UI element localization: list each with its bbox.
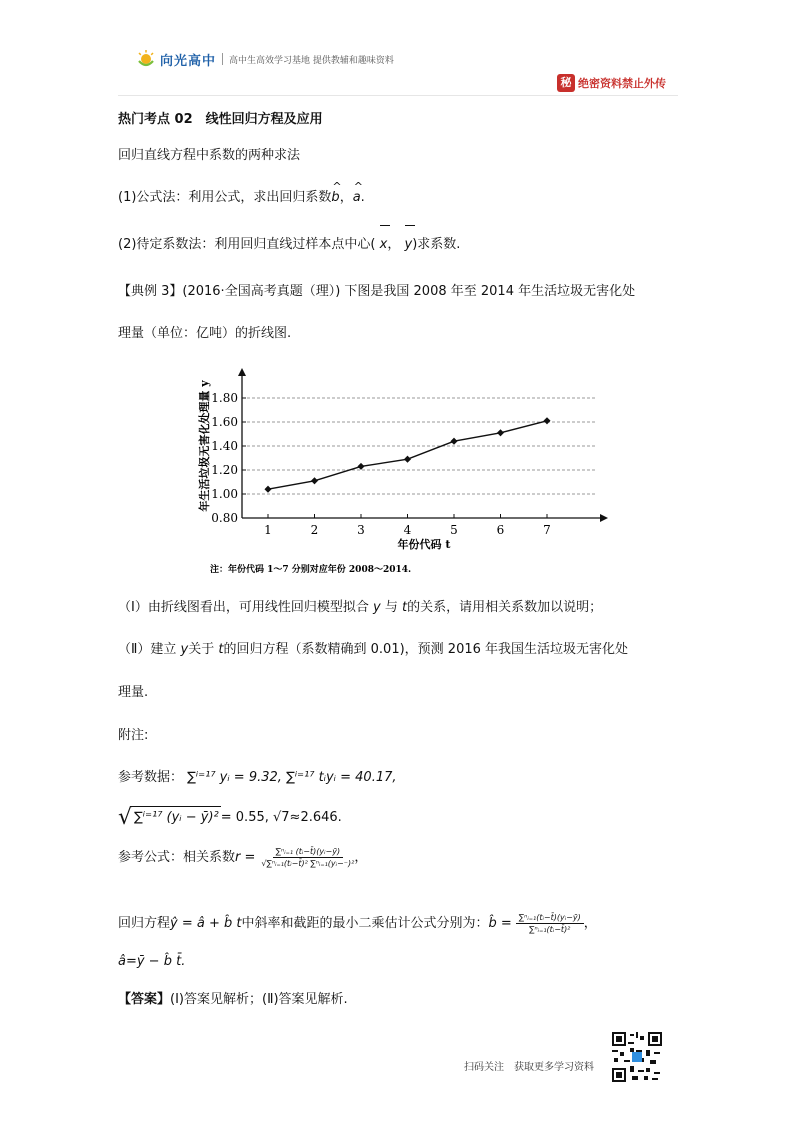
brand-slogan: 高中生高效学习基地 提供教辅和趣味资料 bbox=[229, 55, 394, 66]
regression-formula bbox=[118, 912, 597, 935]
sum-ty: ∑ⁱ⁼¹⁷ tᵢyᵢ = 40.17, bbox=[286, 770, 397, 785]
method-2-text: (2)待定系数法：利用回归直线过样本点中心( bbox=[118, 237, 376, 252]
y-tick-label: 1.60 bbox=[211, 415, 238, 429]
correlation-formula bbox=[118, 846, 367, 869]
sun-logo-icon bbox=[136, 49, 156, 69]
appendix-label: 附注: bbox=[118, 728, 149, 743]
reg-equation: ŷ = â + b̂ t bbox=[170, 915, 242, 931]
y-tick-label: 1.40 bbox=[211, 439, 238, 453]
r-symbol: r = bbox=[235, 849, 256, 865]
r-fraction bbox=[261, 846, 354, 869]
confidential-mark bbox=[557, 74, 666, 92]
section-title: 热门考点 02 线性回归方程及应用 bbox=[118, 112, 323, 127]
sqrt-expression bbox=[118, 806, 221, 830]
header-logo bbox=[136, 48, 394, 70]
sqrt-data bbox=[118, 806, 342, 830]
q2-var-t: t bbox=[218, 642, 224, 657]
question-2-line-2: 理量. bbox=[118, 685, 149, 700]
x-axis-label: 年份代码 t bbox=[397, 538, 451, 551]
q2-text-c: 的回归方程（系数精确到 0.01)，预测 2016 年我国生活垃圾无害化处 bbox=[223, 642, 629, 657]
x-tick-label: 5 bbox=[450, 523, 458, 537]
y-bar: y bbox=[405, 235, 413, 255]
data-point bbox=[450, 438, 457, 445]
method-2-sep: ， bbox=[387, 237, 401, 252]
question-1 bbox=[118, 598, 602, 618]
footer-text: 扫码关注 获取更多学习资料 bbox=[464, 1062, 594, 1073]
section-subtitle: 回归直线方程中系数的两种求法 bbox=[118, 148, 301, 163]
radical-sign: √ bbox=[118, 805, 133, 830]
b-hat-symbol: b̂ = bbox=[488, 915, 512, 931]
data-point bbox=[311, 477, 318, 484]
line-chart bbox=[196, 362, 616, 586]
y-tick-label: 1.20 bbox=[211, 463, 238, 477]
q2-var-y: y bbox=[180, 642, 189, 657]
secret-seal-icon: 秘 bbox=[557, 74, 575, 92]
chart-note: 注：年份代码 1～7 分别对应年份 2008～2014. bbox=[210, 565, 412, 575]
example-line-1: 【典例 3】(2016·全国高考真题（理）) 下图是我国 2008 年至 2014 年生活垃圾无害化处 bbox=[118, 284, 636, 299]
brand-name: 向光高中 bbox=[160, 53, 217, 69]
answer bbox=[118, 990, 348, 1010]
data-point bbox=[357, 463, 364, 470]
r-end: ， bbox=[354, 849, 368, 865]
sum-y: ∑ⁱ⁼¹⁷ yᵢ = 9.32, bbox=[187, 770, 282, 785]
r-denominator: √∑ⁿᵢ₌₁(tᵢ−t̄)² ∑ⁿᵢ₌₁(yᵢ−⁻)² bbox=[261, 859, 355, 868]
reg-label: 回归方程 bbox=[118, 915, 171, 931]
y-axis-label: 年生活垃圾无害化处理量 y bbox=[198, 380, 211, 512]
sqrt-value: = 0.55, √7≈2.646. bbox=[220, 810, 342, 825]
data-point bbox=[497, 429, 504, 436]
b-denominator: ∑ⁿᵢ₌₁(tᵢ−t̄)² bbox=[529, 925, 571, 934]
b-fraction bbox=[516, 912, 584, 935]
q1-text-b: 与 bbox=[384, 600, 398, 615]
data-point bbox=[264, 486, 271, 493]
q2-text-b: 关于 bbox=[188, 642, 215, 657]
sqrt-inner: ∑ⁱ⁼¹⁷ (yᵢ − ȳ)² bbox=[132, 806, 221, 830]
method-1-sep: ， bbox=[339, 190, 353, 205]
formula-label: 参考公式：相关系数 bbox=[118, 849, 236, 865]
reference-data bbox=[118, 768, 397, 788]
y-tick-label: 0.80 bbox=[211, 511, 238, 525]
method-2 bbox=[118, 235, 460, 255]
header-divider bbox=[222, 53, 223, 65]
a-hat: ^ a bbox=[353, 188, 361, 208]
y-tick-label: 1.80 bbox=[211, 391, 238, 405]
q1-text-a: （Ⅰ）由折线图看出，可用线性回归模型拟合 bbox=[118, 600, 369, 615]
r-numerator: ∑ⁿᵢ₌₁ (tᵢ−t̄)(yᵢ−ȳ) bbox=[273, 846, 343, 858]
method-2-end: )求系数. bbox=[412, 237, 461, 252]
data-point bbox=[404, 456, 411, 463]
confidential-text: 绝密资料禁止外传 bbox=[578, 77, 666, 90]
x-tick-label: 7 bbox=[543, 523, 551, 537]
qr-code-icon[interactable] bbox=[612, 1032, 662, 1082]
x-tick-label: 3 bbox=[357, 523, 365, 537]
y-axis-arrow bbox=[238, 368, 246, 376]
x-tick-label: 6 bbox=[496, 523, 505, 537]
x-bar: x bbox=[380, 235, 388, 255]
question-2 bbox=[118, 640, 628, 660]
x-tick-label: 4 bbox=[403, 523, 412, 537]
method-1-end: . bbox=[360, 190, 365, 205]
answer-text: (Ⅰ)答案见解析；(Ⅱ)答案见解析. bbox=[170, 992, 348, 1007]
b-numerator: ∑ⁿᵢ₌₁(tᵢ−t̄)(yᵢ−ȳ) bbox=[516, 912, 584, 924]
q1-var-y: y bbox=[372, 600, 381, 615]
a-formula: â=ȳ − b̂ t̄. bbox=[118, 954, 186, 969]
x-tick-label: 2 bbox=[310, 523, 319, 537]
reg-text: 中斜率和截距的最小二乘估计公式分别为： bbox=[241, 915, 489, 931]
y-tick-label: 1.00 bbox=[211, 487, 238, 501]
b-hat: ^ b bbox=[331, 188, 339, 208]
example-line-2: 理量（单位：亿吨）的折线图. bbox=[118, 326, 292, 341]
b-end: ， bbox=[583, 915, 597, 931]
header-rule bbox=[118, 95, 678, 96]
x-tick-label: 1 bbox=[264, 523, 272, 537]
q1-var-t: t bbox=[401, 600, 408, 615]
data-point bbox=[543, 417, 550, 424]
q2-text-a: （Ⅱ）建立 bbox=[118, 642, 177, 657]
q1-text-c: 的关系，请用相关系数加以说明； bbox=[407, 600, 603, 615]
x-axis-arrow bbox=[600, 514, 608, 522]
method-1-text: (1)公式法：利用公式，求出回归系数 bbox=[118, 190, 332, 205]
answer-label: 【答案】 bbox=[118, 992, 171, 1007]
ref-data-label: 参考数据： bbox=[118, 770, 184, 785]
series-line bbox=[268, 421, 547, 489]
method-1 bbox=[118, 188, 365, 208]
